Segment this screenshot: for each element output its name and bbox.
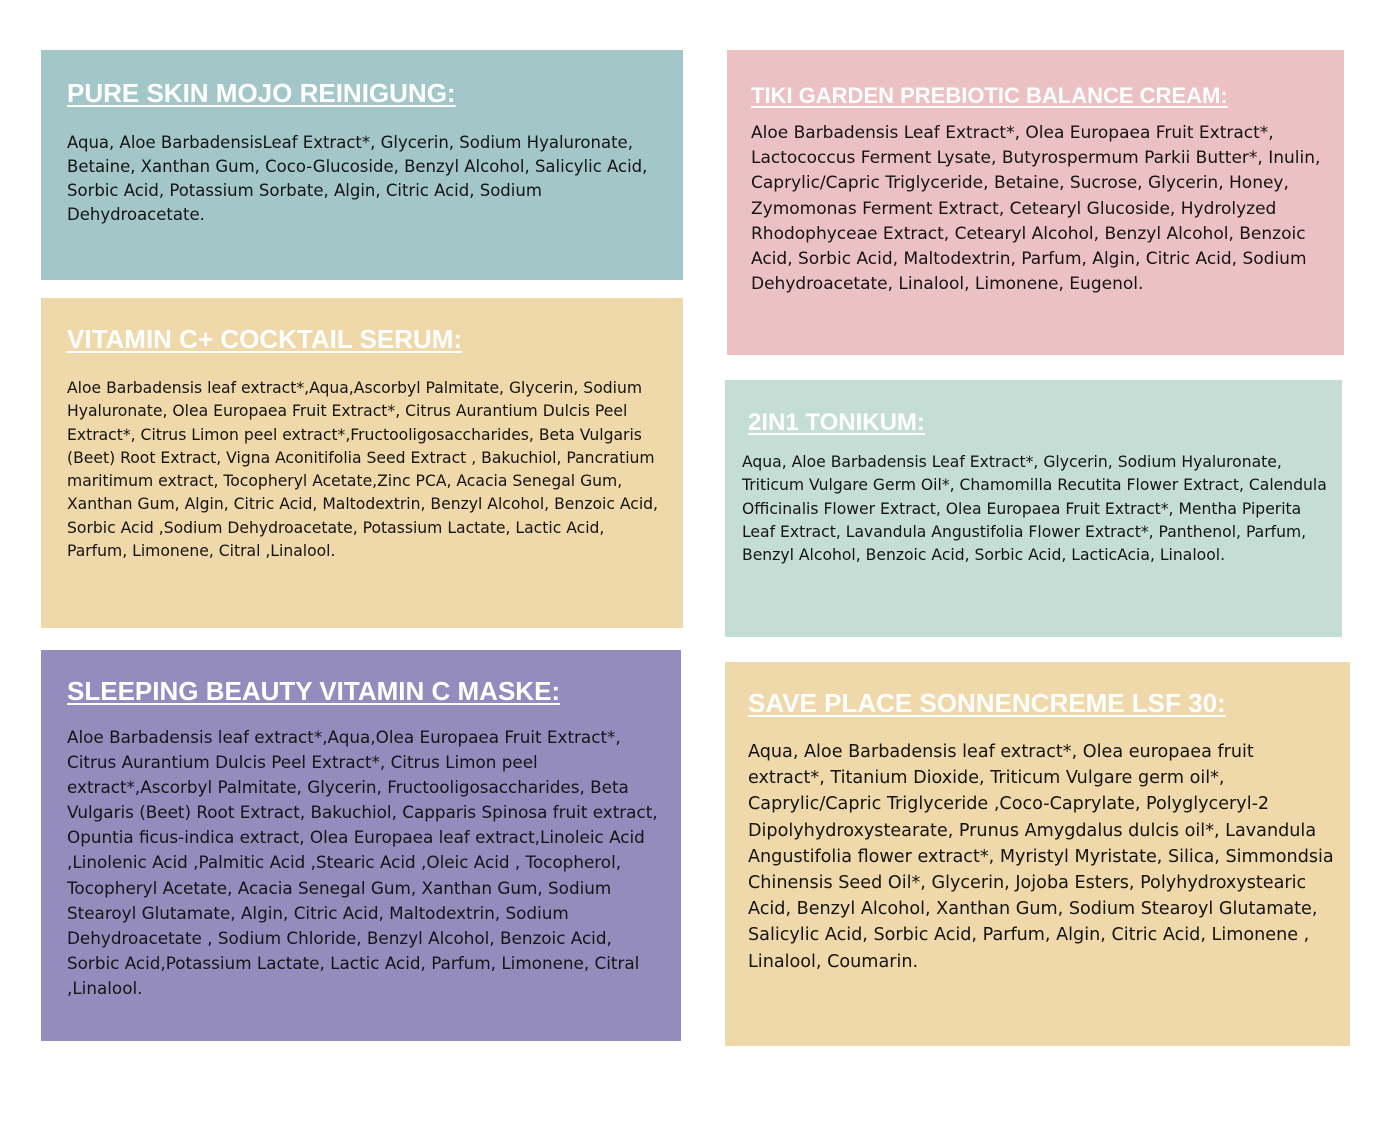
card-title: VITAMIN C+ COCKTAIL SERUM: (67, 324, 463, 354)
card-pure-skin-mojo (41, 50, 683, 280)
card-save-place (725, 662, 1350, 1046)
ingredients-text: Aqua, Aloe Barbadensis Leaf Extract*, Glycerin, Sodium Hyaluronate, Triticum Vulgare Germ Oil*, Chamomilla Recutita Flower Extract, Calendula Officinalis Flower Extract, Olea Europaea Fruit Extract*, Mentha Piperita Leaf Extract, Lavandula Angustifolia Flower Extract*, Panthenol, Parfum, Benzyl Alcohol, Benzoic Acid, Sorbic Acid, LacticAcia, Linalool. (742, 453, 1327, 565)
card-title: SAVE PLACE SONNENCREME LSF 30: (748, 688, 1226, 718)
card-title: 2IN1 TONIKUM: (748, 409, 925, 436)
card-title: PURE SKIN MOJO REINIGUNG: (67, 78, 456, 108)
card-vitamin-c-serum (41, 298, 683, 628)
card-tonikum (725, 380, 1342, 637)
card-sleeping-beauty (41, 650, 681, 1041)
card-title: SLEEPING BEAUTY VITAMIN C MASKE: (67, 676, 561, 706)
card-title: TIKI GARDEN PREBIOTIC BALANCE CREAM: (751, 83, 1228, 108)
ingredients-text: Aloe Barbadensis Leaf Extract*, Olea Europaea Fruit Extract*, Lactococcus Ferment Lysate, Butyrospermum Parkii Butter*, Inulin, Caprylic/Capric Triglyceride, Betaine, Sucrose, Glycerin, Honey, Zymomonas Ferment Extract, Cetearyl Glucoside, Hydrolyzed Rhodophyceae Extract, Cetearyl Alcohol, Benzyl Alcohol, Benzoic Acid, Sorbic Acid, Maltodextrin, Parfum, Algin, Citric Acid, Sodium Dehydroacetate, Linalool, Limonene, Eugenol. (751, 123, 1321, 295)
ingredients-text: Aloe Barbadensis leaf extract*,Aqua,Ascorbyl Palmitate, Glycerin, Sodium Hyaluronate, Olea Europaea Fruit Extract*, Citrus Aurantium Dulcis Peel Extract*, Citrus Limon peel extract*,Fructooligosaccharides, Beta Vulgaris (Beet) Root Extract, Vigna Aconitifolia Seed Extract , Bakuchiol, Pancratium maritimum extract, Tocopheryl Acetate,Zinc PCA, Acacia Senegal Gum, Xanthan Gum, Algin, Citric Acid, Maltodextrin, Benzyl Alcohol, Benzoic Acid, Sorbic Acid ,Sodium Dehydroacetate, Potassium Lactate, Lactic Acid, Parfum, Limonene, Citral ,Linalool. (67, 379, 659, 561)
ingredients-text: Aqua, Aloe BarbadensisLeaf Extract*, Glycerin, Sodium Hyaluronate, Betaine, Xanthan Gum, Coco-Glucoside, Benzyl Alcohol, Salicylic Acid, Sorbic Acid, Potassium Sorbate, Algin, Citric Acid, Sodium Dehydroacetate. (67, 133, 648, 224)
ingredients-text: Aloe Barbadensis leaf extract*,Aqua,Olea Europaea Fruit Extract*, Citrus Aurantium Dulcis Peel Extract*, Citrus Limon peel extract*,Ascorbyl Palmitate, Glycerin, Fructooligosaccharides, Beta Vulgaris (Beet) Root Extract, Bakuchiol, Capparis Spinosa fruit extract, Opuntia ficus-indica extract, Olea Europaea leaf extract,Linoleic Acid ,Linolenic Acid ,Palmitic Acid ,Stearic Acid ,Oleic Acid , Tocopherol, Tocopheryl Acetate, Acacia Senegal Gum, Xanthan Gum, Sodium Stearoyl Glutamate, Algin, Citric Acid, Maltodextrin, Sodium Dehydroacetate , Sodium Chloride, Benzyl Alcohol, Benzoic Acid, Sorbic Acid,Potassium Lactate, Lactic Acid, Parfum, Limonene, Citral ,Linalool. (67, 727, 658, 998)
ingredients-text: Aqua, Aloe Barbadensis leaf extract*, Olea europaea fruit extract*, Titanium Dioxide, Triticum Vulgare germ oil*, Caprylic/Capric Triglyceride ,Coco-Caprylate, Polyglyceryl-2 Dipolyhydroxystearate, Prunus Amygdalus dulcis oil*, Lavandula Angustifolia flower extract*, Myristyl Myristate, Silica, Simmondsia Chinensis Seed Oil*, Glycerin, Jojoba Esters, Polyhydroxystearic Acid, Benzyl Alcohol, Xanthan Gum, Sodium Stearoyl Glutamate, Salicylic Acid, Sorbic Acid, Parfum, Algin, Citric Acid, Limonene , Linalool, Coumarin. (748, 742, 1334, 972)
card-tiki-garden (727, 50, 1344, 355)
